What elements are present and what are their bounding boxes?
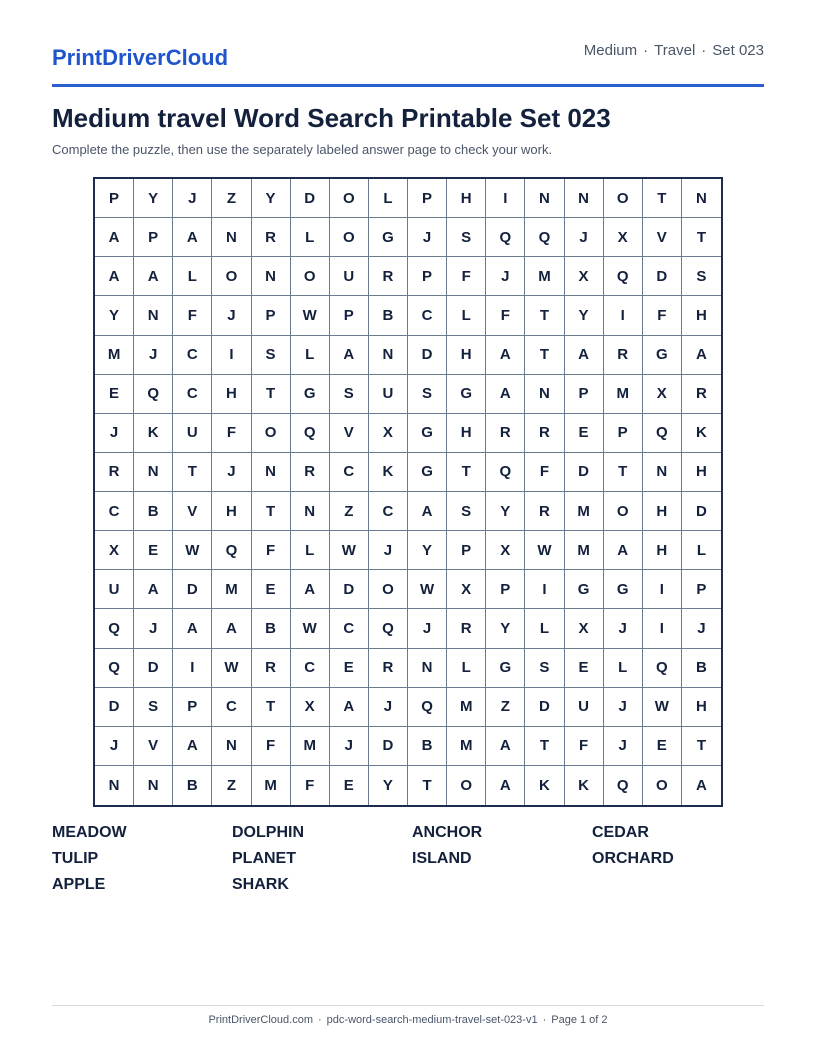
grid-cell: N [408, 649, 447, 688]
grid-cell: T [682, 727, 721, 766]
grid-cell: I [486, 179, 525, 218]
grid-cell: S [134, 688, 173, 727]
word-list-item: ISLAND [412, 850, 472, 867]
grid-cell: O [447, 766, 486, 805]
grid-cell: X [369, 414, 408, 453]
grid-cell: R [486, 414, 525, 453]
grid-cell: R [95, 453, 134, 492]
grid-cell: J [604, 688, 643, 727]
grid-cell: N [369, 336, 408, 375]
grid-cell: E [95, 375, 134, 414]
grid-cell: L [369, 179, 408, 218]
grid-cell: A [212, 609, 251, 648]
grid-cell: T [252, 492, 291, 531]
grid-cell: J [408, 609, 447, 648]
grid-cell: I [643, 570, 682, 609]
grid-cell: P [252, 296, 291, 335]
grid-cell: Z [212, 179, 251, 218]
grid-cell: N [212, 218, 251, 257]
grid-cell: T [447, 453, 486, 492]
grid-cell: F [447, 257, 486, 296]
grid-cell: R [252, 218, 291, 257]
grid-cell: W [525, 531, 564, 570]
grid-cell: F [486, 296, 525, 335]
grid-cell: A [330, 688, 369, 727]
grid-cell: Q [604, 257, 643, 296]
grid-cell: W [212, 649, 251, 688]
grid-cell: S [408, 375, 447, 414]
grid-cell: N [134, 296, 173, 335]
grid-cell: E [565, 649, 604, 688]
grid-cell: M [447, 727, 486, 766]
word-search-grid [93, 177, 723, 807]
word-list-item: TULIP [52, 850, 99, 867]
grid-cell: M [525, 257, 564, 296]
page-title: Medium travel Word Search Printable Set 023 [52, 103, 611, 133]
footer-site: PrintDriverCloud.com [208, 1014, 313, 1026]
grid-cell: R [369, 649, 408, 688]
grid-cell: R [252, 649, 291, 688]
grid-cell: Q [408, 688, 447, 727]
grid-cell: S [252, 336, 291, 375]
grid-cell: T [604, 453, 643, 492]
grid-cell: V [134, 727, 173, 766]
grid-cell: P [447, 531, 486, 570]
grid-cell: A [486, 336, 525, 375]
grid-cell: B [252, 609, 291, 648]
page-header [52, 36, 764, 87]
grid-cell: M [565, 531, 604, 570]
grid-cell: F [291, 766, 330, 805]
grid-cell: C [330, 453, 369, 492]
grid-cell: L [447, 296, 486, 335]
grid-cell: Q [134, 375, 173, 414]
grid-cell: L [173, 257, 212, 296]
grid-cell: O [330, 218, 369, 257]
grid-cell: W [291, 296, 330, 335]
grid-cell: P [408, 179, 447, 218]
grid-cell: A [95, 218, 134, 257]
grid-cell: D [95, 688, 134, 727]
grid-cell: F [173, 296, 212, 335]
grid-cell: H [643, 531, 682, 570]
grid-cell: Q [95, 649, 134, 688]
grid-cell: M [212, 570, 251, 609]
grid-cell: T [252, 375, 291, 414]
grid-cell: N [134, 766, 173, 805]
grid-cell: M [447, 688, 486, 727]
grid-cell: E [565, 414, 604, 453]
grid-cell: X [291, 688, 330, 727]
grid-cell: N [252, 257, 291, 296]
grid-cell: I [604, 296, 643, 335]
grid-cell: L [682, 531, 721, 570]
grid-cell: E [330, 649, 369, 688]
grid-cell: J [95, 727, 134, 766]
grid-cell: W [330, 531, 369, 570]
grid-cell: S [682, 257, 721, 296]
grid-cell: O [330, 179, 369, 218]
grid-cell: B [134, 492, 173, 531]
grid-cell: X [447, 570, 486, 609]
grid-cell: R [447, 609, 486, 648]
grid-cell: K [565, 766, 604, 805]
grid-cell: P [173, 688, 212, 727]
grid-cell: U [330, 257, 369, 296]
grid-cell: X [604, 218, 643, 257]
grid-cell: R [525, 414, 564, 453]
grid-cell: X [565, 609, 604, 648]
grid-cell: A [486, 727, 525, 766]
grid-cell: A [173, 609, 212, 648]
grid-cell: P [682, 570, 721, 609]
grid-cell: N [252, 453, 291, 492]
grid-cell: C [408, 296, 447, 335]
grid-cell: N [525, 179, 564, 218]
grid-cell: T [525, 336, 564, 375]
grid-cell: R [682, 375, 721, 414]
grid-cell: S [525, 649, 564, 688]
grid-cell: J [330, 727, 369, 766]
grid-cell: Y [369, 766, 408, 805]
meta-separator: · [643, 42, 649, 59]
grid-cell: P [330, 296, 369, 335]
grid-cell: O [604, 179, 643, 218]
grid-cell: C [173, 375, 212, 414]
word-list [52, 824, 764, 894]
grid-cell: D [134, 649, 173, 688]
grid-cell: H [643, 492, 682, 531]
grid-cell: J [408, 218, 447, 257]
grid-cell: B [369, 296, 408, 335]
grid-cell: Q [486, 218, 525, 257]
grid-cell: Y [565, 296, 604, 335]
grid-cell: N [212, 727, 251, 766]
grid-cell: N [95, 766, 134, 805]
grid-cell: S [447, 218, 486, 257]
word-list-item: PLANET [232, 850, 296, 867]
grid-cell: O [643, 766, 682, 805]
grid-cell: O [604, 492, 643, 531]
grid-cell: F [252, 727, 291, 766]
grid-cell: D [173, 570, 212, 609]
grid-cell: L [447, 649, 486, 688]
grid-cell: U [95, 570, 134, 609]
grid-cell: M [604, 375, 643, 414]
grid-cell: O [369, 570, 408, 609]
grid-cell: Q [643, 649, 682, 688]
grid-cell: N [291, 492, 330, 531]
grid-cell: K [134, 414, 173, 453]
grid-cell: V [643, 218, 682, 257]
grid-cell: Y [486, 492, 525, 531]
grid-cell: G [408, 414, 447, 453]
grid-cell: A [604, 531, 643, 570]
grid-cell: P [486, 570, 525, 609]
grid-cell: P [565, 375, 604, 414]
grid-cell: R [604, 336, 643, 375]
grid-cell: N [682, 179, 721, 218]
grid-cell: U [173, 414, 212, 453]
grid-cell: W [173, 531, 212, 570]
grid-cell: G [369, 218, 408, 257]
word-list-item: DOLPHIN [232, 824, 304, 841]
grid-cell: A [291, 570, 330, 609]
grid-cell: F [643, 296, 682, 335]
grid-cell: F [212, 414, 251, 453]
grid-cell: J [95, 414, 134, 453]
grid-cell: T [643, 179, 682, 218]
grid-cell: J [682, 609, 721, 648]
grid-cell: G [408, 453, 447, 492]
grid-cell: X [643, 375, 682, 414]
meta-set: Set 023 [712, 42, 764, 59]
grid-cell: W [408, 570, 447, 609]
grid-cell: T [682, 218, 721, 257]
grid-cell: W [291, 609, 330, 648]
grid-cell: M [291, 727, 330, 766]
grid-cell: G [604, 570, 643, 609]
grid-cell: Q [95, 609, 134, 648]
grid-cell: A [173, 218, 212, 257]
grid-cell: A [696, 776, 707, 794]
grid-cell: C [330, 609, 369, 648]
grid-cell: G [486, 649, 525, 688]
grid-cell: O [212, 257, 251, 296]
grid-cell: F [565, 727, 604, 766]
grid-cell: C [291, 649, 330, 688]
grid-cell: T [525, 727, 564, 766]
grid-cell: D [291, 179, 330, 218]
grid-cell: G [565, 570, 604, 609]
grid-cell: Y [95, 296, 134, 335]
word-list-item: APPLE [52, 876, 106, 893]
grid-cell: C [369, 492, 408, 531]
grid-cell: H [212, 375, 251, 414]
word-list-item: ORCHARD [592, 850, 674, 867]
word-list-item: ANCHOR [412, 824, 483, 841]
grid-cell: I [525, 570, 564, 609]
grid-cell: G [291, 375, 330, 414]
brand-logo: PrintDriverCloud [52, 45, 229, 70]
grid-cell: L [291, 531, 330, 570]
grid-cell: F [525, 453, 564, 492]
footer-separator: · [318, 1014, 322, 1026]
grid-cell: A [330, 336, 369, 375]
grid-cell: P [134, 218, 173, 257]
grid-cell: U [369, 375, 408, 414]
word-list-item: MEADOW [52, 824, 127, 841]
grid-cell: A [95, 257, 134, 296]
grid-cell: H [447, 179, 486, 218]
grid-cell: G [447, 375, 486, 414]
word-list-item: CEDAR [592, 824, 649, 841]
grid-cell: P [604, 414, 643, 453]
grid-cell: J [134, 609, 173, 648]
grid-cell: A [134, 257, 173, 296]
grid-cell: S [330, 375, 369, 414]
grid-cell: Y [408, 531, 447, 570]
grid-cell: D [565, 453, 604, 492]
grid-cell: E [252, 570, 291, 609]
grid-cell: B [682, 649, 721, 688]
grid-cell: K [369, 453, 408, 492]
footer-separator: · [542, 1014, 547, 1026]
grid-cell: P [408, 257, 447, 296]
grid-cell: R [291, 453, 330, 492]
grid-cell: F [252, 531, 291, 570]
grid-cell: A [134, 570, 173, 609]
grid-cell: Y [486, 609, 525, 648]
grid-cell: C [173, 336, 212, 375]
grid-cell: G [643, 336, 682, 375]
grid-cell: M [252, 766, 291, 805]
grid-cell: B [408, 727, 447, 766]
grid-cell: N [565, 179, 604, 218]
grid-cell: J [212, 453, 251, 492]
meta-separator: · [701, 42, 707, 59]
grid-cell: I [643, 609, 682, 648]
grid-cell: C [212, 688, 251, 727]
grid-cell: N [134, 453, 173, 492]
grid-cell: T [252, 688, 291, 727]
grid-cell: E [643, 727, 682, 766]
grid-cell: A [486, 375, 525, 414]
grid-cell: Q [212, 531, 251, 570]
grid-cell: R [369, 257, 408, 296]
grid-cell: J [604, 727, 643, 766]
footer-divider [52, 1005, 764, 1006]
grid-cell: R [525, 492, 564, 531]
grid-cell: V [173, 492, 212, 531]
grid-cell: A [173, 727, 212, 766]
grid-cell: U [565, 688, 604, 727]
grid-cell: J [212, 296, 251, 335]
grid-cell: O [252, 414, 291, 453]
grid-cell: J [565, 218, 604, 257]
grid-cell: T [408, 766, 447, 805]
grid-cell: D [643, 257, 682, 296]
grid-cell: T [525, 296, 564, 335]
grid-cell: A [486, 766, 525, 805]
meta-difficulty: Medium [583, 42, 638, 59]
grid-cell: D [369, 727, 408, 766]
grid-cell: J [369, 531, 408, 570]
grid-cell: K [682, 414, 721, 453]
grid-cell: Q [604, 766, 643, 805]
grid-cell: J [134, 336, 173, 375]
grid-cell: W [643, 688, 682, 727]
grid-cell: C [95, 492, 134, 531]
puzzle-meta [584, 42, 764, 59]
grid-cell: M [565, 492, 604, 531]
grid-cell: A [565, 336, 604, 375]
footer-page: Page 1 of 2 [551, 1014, 608, 1026]
grid-cell: O [291, 257, 330, 296]
grid-cell: T [173, 453, 212, 492]
footer-id: pdc-word-search-medium-travel-set-023-v1 [326, 1014, 538, 1026]
page-footer [52, 1014, 764, 1026]
grid-cell: D [330, 570, 369, 609]
grid-cell: J [173, 179, 212, 218]
grid-cell: Y [252, 179, 291, 218]
grid-cell: X [565, 257, 604, 296]
grid-cell: D [525, 688, 564, 727]
grid-cell: J [369, 688, 408, 727]
grid-cell: I [173, 649, 212, 688]
grid-cell: B [173, 766, 212, 805]
grid-cell: Z [212, 766, 251, 805]
grid-cell: Q [291, 414, 330, 453]
grid-cell: Q [486, 453, 525, 492]
grid-cell: L [604, 649, 643, 688]
grid-cell: Z [330, 492, 369, 531]
grid-cell: X [486, 531, 525, 570]
grid-cell: P [95, 179, 134, 218]
grid-cell: V [330, 414, 369, 453]
grid-cell: I [212, 336, 251, 375]
grid-cell: Y [134, 179, 173, 218]
grid-cell: J [604, 609, 643, 648]
grid-cell: N [525, 375, 564, 414]
grid-cell: Q [369, 609, 408, 648]
grid-cell: Z [486, 688, 525, 727]
grid-cell: Q [643, 414, 682, 453]
word-list-item: SHARK [232, 876, 289, 893]
grid-cell: E [134, 531, 173, 570]
grid-cell: L [525, 609, 564, 648]
grid-cell: J [486, 257, 525, 296]
meta-theme: Travel [654, 42, 696, 59]
grid-cell: H [447, 414, 486, 453]
grid-cell: L [291, 336, 330, 375]
grid-cell: H [682, 296, 721, 335]
grid-cell: H [447, 336, 486, 375]
grid-cell: N [643, 453, 682, 492]
grid-cell: M [95, 336, 134, 375]
grid-cell: D [682, 492, 721, 531]
grid-cell: S [447, 492, 486, 531]
grid-cell: A [682, 336, 721, 375]
grid-cell: Q [525, 218, 564, 257]
grid-cell: A [408, 492, 447, 531]
grid-cell: H [212, 492, 251, 531]
grid-cell: E [330, 766, 369, 805]
grid-cell: H [682, 453, 721, 492]
grid-cell: L [291, 218, 330, 257]
grid-cell: K [525, 766, 564, 805]
page-subtitle: Complete the puzzle, then use the separately labeled answer page to check your work. [52, 142, 553, 157]
grid-cell: X [95, 531, 134, 570]
grid-cell: D [408, 336, 447, 375]
grid-cell: H [682, 688, 721, 727]
